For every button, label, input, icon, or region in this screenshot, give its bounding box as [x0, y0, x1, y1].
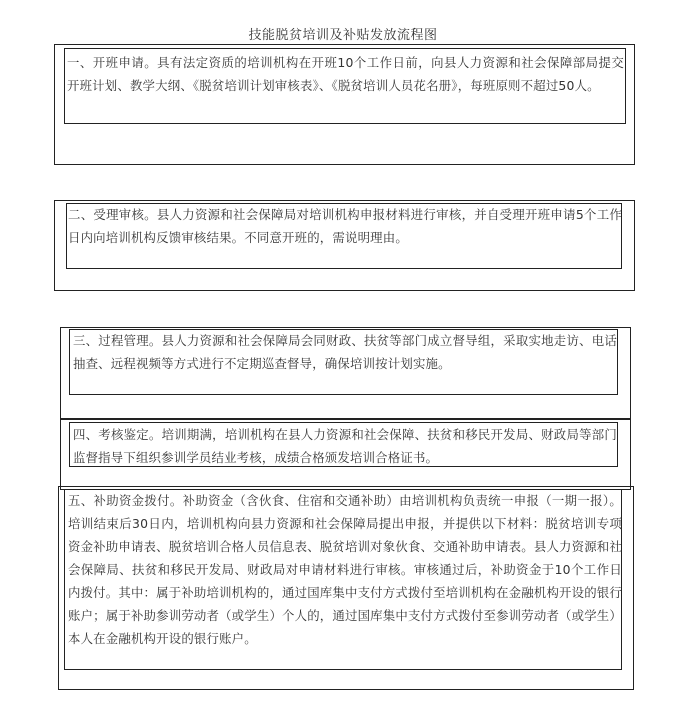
- step-5-text: 五、补助资金拨付。补助资金（含伙食、住宿和交通补助）由培训机构负责统一申报（一期一报）。培训结束后30日内，培训机构向县力资源和社会保障局提出申报，并提供以下材料：脱贫培训专项资金补助申请表、脱贫培训合格人员信息表、脱贫培训对象伙食、交通补助申请表。县人力资源和社会保障局、扶贫和移民开发局、财政局对申请材料进行审核。审核通过后，补助资金于10个工作日内拨付。其中：属于补助培训机构的，通过国库集中支付方式拨付至培训机构在金融机构开设的银行账户；属于补助参训劳动者（或学生）个人的，通过国库集中支付方式拨付至参训劳动者（或学生）本人在金融机构开设的银行账户。: [68, 493, 622, 646]
- page-title: 技能脱贫培训及补贴发放流程图: [248, 28, 438, 43]
- step-3-text: 三、过程管理。县人力资源和社会保障局会同财政、扶贫等部门成立督导组，采取实地走访、电话抽查、远程视频等方式进行不定期巡查督导，确保培训按计划实施。: [73, 333, 617, 371]
- step-1-text: 一、开班申请。具有法定资质的培训机构在开班10个工作日前，向县人力资源和社会保障部局提交开班计划、教学大纲、《脱贫培训计划审核表》、《脱贫培训人员花名册》，每班原则不超过50人。: [67, 55, 624, 93]
- step-2-text: 二、受理审核。县人力资源和社会保障局对培训机构申报材料进行审核，并自受理开班申请5个工作日内向培训机构反馈审核结果。不同意开班的，需说明理由。: [68, 207, 622, 245]
- step-4-text: 四、考核鉴定。培训期满，培训机构在县人力资源和社会保障、扶贫和移民开发局、财政局等部门监督指导下组织参训学员结业考核，成绩合格颁发培训合格证书。: [73, 427, 617, 465]
